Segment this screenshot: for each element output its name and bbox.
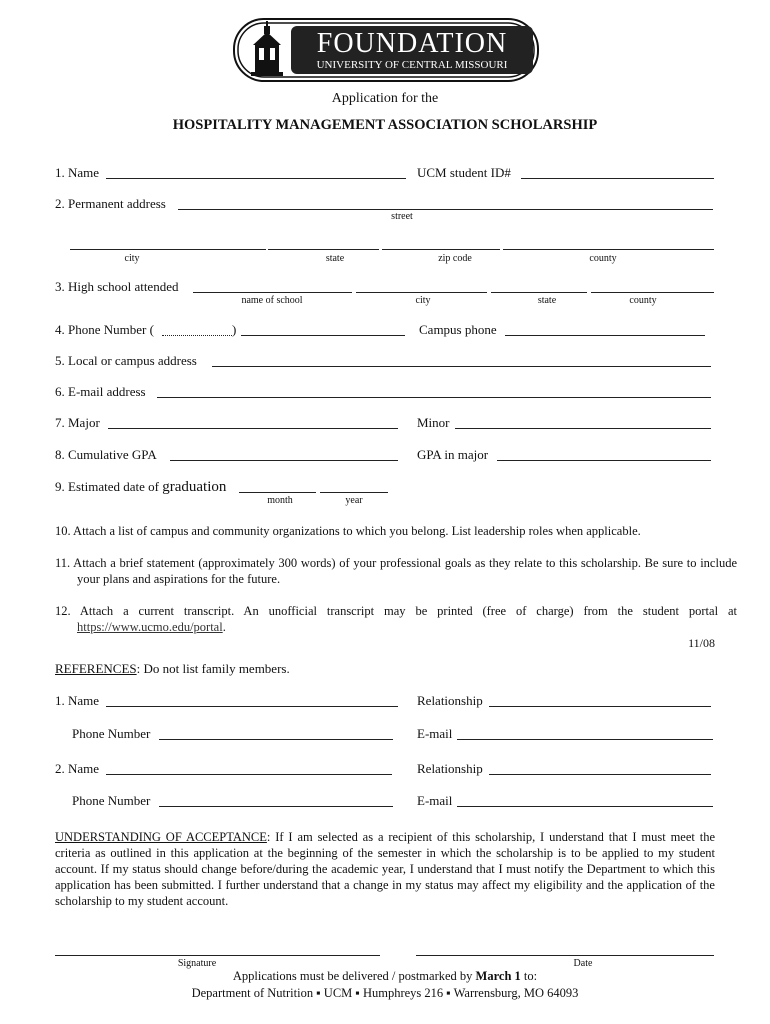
ucm-id-label: UCM student ID# [417, 165, 511, 180]
minor-label: Minor [417, 415, 450, 430]
name-label: 1. Name [55, 165, 100, 180]
school-state-caption: state [537, 295, 557, 306]
ref2-phone-label: Phone Number [72, 793, 151, 808]
phone-close-paren: ) [232, 322, 237, 337]
street-caption: street [391, 211, 413, 222]
school-name-caption: name of school [241, 295, 303, 306]
date-caption: Date [573, 958, 593, 969]
footer-deadline-end: to: [520, 969, 538, 983]
item-12 [55, 603, 737, 635]
campus-phone-label: Campus phone [419, 322, 497, 337]
state-field[interactable] [268, 249, 379, 250]
header-line: Application for the [331, 91, 439, 106]
county-caption: county [589, 253, 617, 264]
school-county-caption: county [629, 295, 657, 306]
references-title: REFERENCES [55, 661, 137, 676]
email-field[interactable] [157, 397, 711, 398]
perm-address-label: 2. Permanent address [55, 196, 166, 211]
ref2-name-label: 2. Name [55, 761, 100, 776]
logo-sub: UNIVERSITY OF CENTRAL MISSOURI [316, 59, 508, 71]
year-caption: year [345, 495, 363, 506]
ref1-name-label: 1. Name [55, 693, 100, 708]
item-10: 10. Attach a list of campus and community organizations to which you belong. List leadership roles when applicable. [55, 524, 641, 538]
name-field[interactable] [106, 178, 406, 179]
school-state-field[interactable] [491, 292, 587, 293]
date-field[interactable] [416, 955, 714, 956]
zip-field[interactable] [382, 249, 500, 250]
school-name-field[interactable] [193, 292, 352, 293]
portal-link[interactable]: https://www.ucmo.edu/portal [77, 620, 223, 634]
graduation-word: graduation [162, 479, 227, 495]
city-caption: city [124, 253, 140, 264]
signature-caption: Signature [177, 958, 217, 969]
ref2-phone-field[interactable] [159, 806, 393, 807]
gpa-major-label: GPA in major [417, 447, 489, 462]
acceptance-paragraph [55, 829, 715, 909]
school-county-field[interactable] [591, 292, 714, 293]
ref2-email-field[interactable] [457, 806, 713, 807]
ref1-email-label: E-mail [417, 726, 453, 741]
ref2-email-label: E-mail [417, 793, 453, 808]
ref2-relationship-label: Relationship [417, 761, 483, 776]
ref1-relationship-field[interactable] [489, 706, 711, 707]
area-code-field[interactable] [162, 335, 232, 336]
month-caption: month [267, 495, 293, 506]
ref1-phone-field[interactable] [159, 739, 393, 740]
acceptance-text: : If I am selected as a recipient of this scholarship, I understand that I must meet the criteria as outlined in this application at the beginning of the semester in which the scholarship is to be applied to my student account. If my status should change before/during the academic year, I understand that I must notify the Department to which this application has been submitted. I further understand that a change in my status may affect my eligibility and the application of the scholarship to my student account. [55, 830, 715, 908]
signature-field[interactable] [55, 955, 380, 956]
grad-month-field[interactable] [239, 492, 316, 493]
footer-deadline-date: March 1 [475, 969, 521, 983]
street-field[interactable] [178, 209, 713, 210]
minor-field[interactable] [455, 428, 711, 429]
references-heading [55, 661, 290, 677]
footer-deadline-text: Applications must be delivered / postmarked by [232, 969, 476, 983]
zip-caption: zip code [438, 253, 472, 264]
page-title: HOSPITALITY MANAGEMENT ASSOCIATION SCHOLARSHIP [172, 117, 598, 133]
item-11-text: 11. Attach a brief statement (approximately 300 words) of your professional goals as they relate to this scholarship. Be sure to include your plans and aspirations for the future. [55, 556, 737, 586]
item-12-text: 12. Attach a current transcript. An unofficial transcript may be printed (free of charge) from the student portal at [55, 604, 737, 618]
ref1-email-field[interactable] [457, 739, 713, 740]
logo-word: FOUNDATION [316, 28, 508, 59]
state-caption: state [325, 253, 345, 264]
gpa-field[interactable] [170, 460, 398, 461]
school-city-caption: city [415, 295, 431, 306]
major-field[interactable] [108, 428, 398, 429]
phone-label: 4. Phone Number ( [55, 322, 154, 337]
school-city-field[interactable] [356, 292, 487, 293]
acceptance-heading: UNDERSTANDING OF ACCEPTANCE [55, 830, 267, 844]
footer-address: Department of Nutrition ▪ UCM ▪ Humphreys 216 ▪ Warrensburg, MO 64093 [191, 986, 579, 1000]
item-11 [55, 555, 737, 587]
ref1-phone-label: Phone Number [72, 726, 151, 741]
city-field[interactable] [70, 249, 266, 250]
references-note: : Do not list family members. [136, 661, 290, 676]
ref1-relationship-label: Relationship [417, 693, 483, 708]
item-12-end: . [222, 620, 226, 634]
footer-deadline [0, 969, 770, 984]
local-address-label: 5. Local or campus address [55, 353, 197, 368]
gpa-major-field[interactable] [497, 460, 711, 461]
grad-year-field[interactable] [320, 492, 388, 493]
gpa-label: 8. Cumulative GPA [55, 447, 157, 462]
graduation-label [55, 479, 226, 496]
high-school-label: 3. High school attended [55, 279, 179, 294]
ref1-name-field[interactable] [106, 706, 398, 707]
ref2-relationship-field[interactable] [489, 774, 711, 775]
local-address-field[interactable] [212, 366, 711, 367]
revision-date: 11/08 [688, 636, 715, 650]
foundation-logo [233, 18, 539, 82]
major-label: 7. Major [55, 415, 100, 430]
ucm-id-field[interactable] [521, 178, 714, 179]
email-label: 6. E-mail address [55, 384, 146, 399]
campus-phone-field[interactable] [505, 335, 705, 336]
phone-field[interactable] [241, 335, 405, 336]
graduation-prefix: 9. Estimated date of [55, 479, 163, 494]
ref2-name-field[interactable] [106, 774, 392, 775]
logo-graphic [233, 18, 539, 82]
county-field[interactable] [503, 249, 714, 250]
